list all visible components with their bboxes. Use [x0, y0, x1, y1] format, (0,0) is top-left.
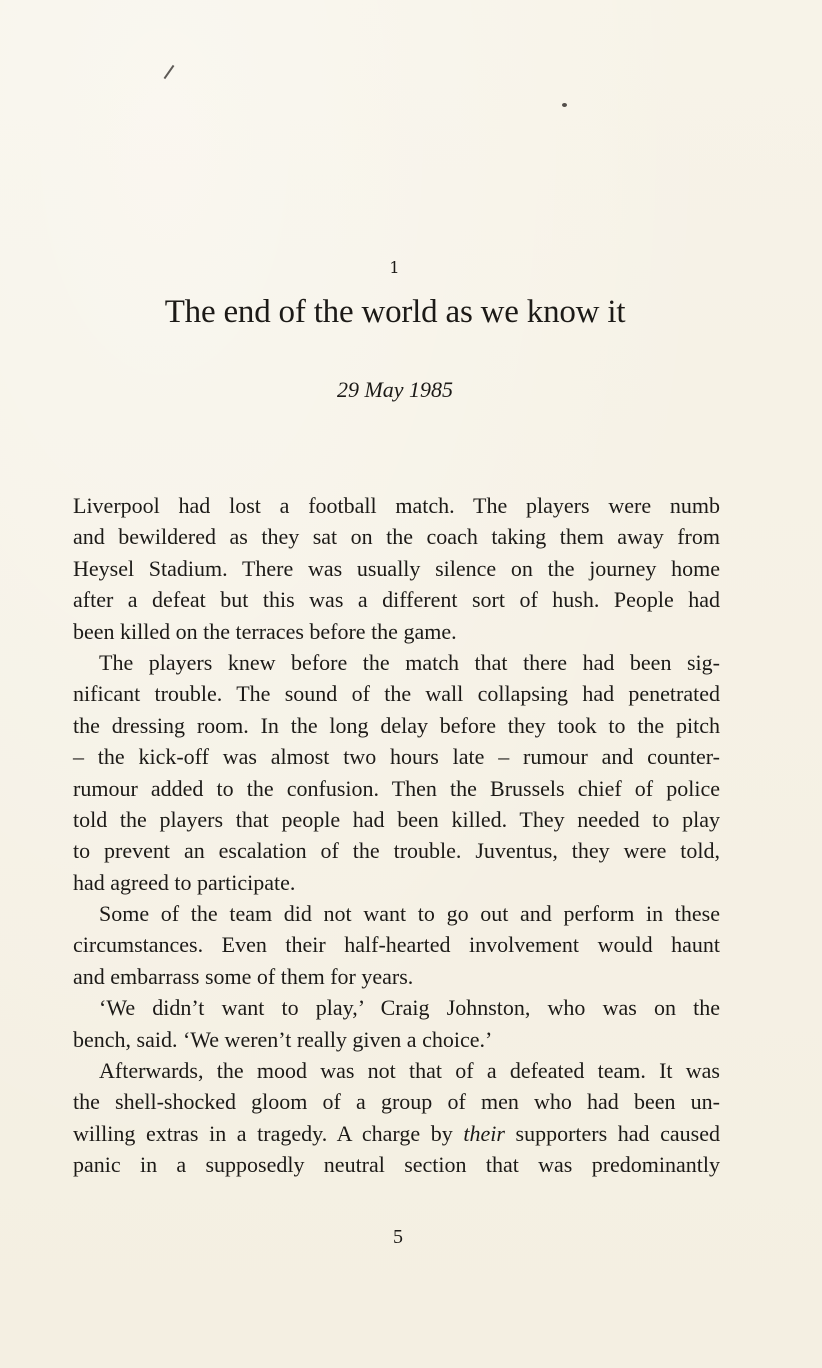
- text-line: the dressing room. In the long delay before they took to the pitch: [73, 712, 720, 738]
- text-line: the shell-shocked gloom of a group of men who had been un-: [73, 1089, 720, 1115]
- text-line: Liverpool had lost a football match. The players were numb: [73, 493, 720, 518]
- text-line: Heysel Stadium. There was usually silence on the journey home: [73, 555, 720, 581]
- text-line: told the players that people had been killed. They needed to play: [73, 806, 720, 832]
- text-line: ‘We didn’t want to play,’ Craig Johnston, who was on the: [99, 995, 720, 1021]
- ink-dot: [562, 103, 567, 107]
- chapter-date: 29 May 1985: [336, 377, 454, 402]
- text-line: Afterwards, the mood was not that of a defeated team. It was: [99, 1058, 720, 1084]
- text-line: and bewildered as they sat on the coach taking them away from: [73, 524, 720, 550]
- text-segment: supporters had caused: [504, 1120, 721, 1146]
- text-segment: willing extras in a tragedy. A charge by: [73, 1120, 464, 1146]
- paragraph: [73, 647, 720, 898]
- text-line: rumour added to the confusion. Then the Brussels chief of police: [73, 775, 720, 801]
- text-line: and embarrass some of them for years.: [73, 963, 414, 989]
- text-line: been killed on the terraces before the game.: [73, 618, 457, 644]
- chapter-title: The end of the world as we know it: [164, 294, 626, 330]
- emphasis-text: their: [463, 1120, 505, 1146]
- paragraph: [73, 1055, 720, 1181]
- paragraph: [73, 992, 720, 1055]
- pencil-mark: [164, 65, 175, 79]
- text-line: panic in a supposedly neutral section that was predominantly: [73, 1152, 720, 1178]
- text-line: – the kick-off was almost two hours late – rumour and counter-: [73, 744, 720, 770]
- page-number: 5: [393, 1226, 403, 1248]
- text-line: bench, said. ‘We weren’t really given a choice.’: [73, 1026, 493, 1052]
- paragraph: [73, 490, 720, 647]
- text-line: had agreed to participate.: [73, 869, 296, 895]
- text-line: after a defeat but this was a different sort of hush. People had: [73, 587, 720, 613]
- text-line: Some of the team did not want to go out and perform in these: [99, 901, 720, 927]
- paragraph: [73, 898, 720, 992]
- body-text: [73, 490, 720, 1181]
- text-line: nificant trouble. The sound of the wall collapsing had penetrated: [73, 681, 720, 707]
- chapter-number: 1: [389, 258, 401, 277]
- text-line: circumstances. Even their half-hearted involvement would haunt: [73, 932, 720, 958]
- text-line: [73, 1118, 720, 1149]
- text-line: The players knew before the match that there had been sig-: [99, 649, 720, 675]
- text-line: to prevent an escalation of the trouble. Juventus, they were told,: [73, 838, 720, 864]
